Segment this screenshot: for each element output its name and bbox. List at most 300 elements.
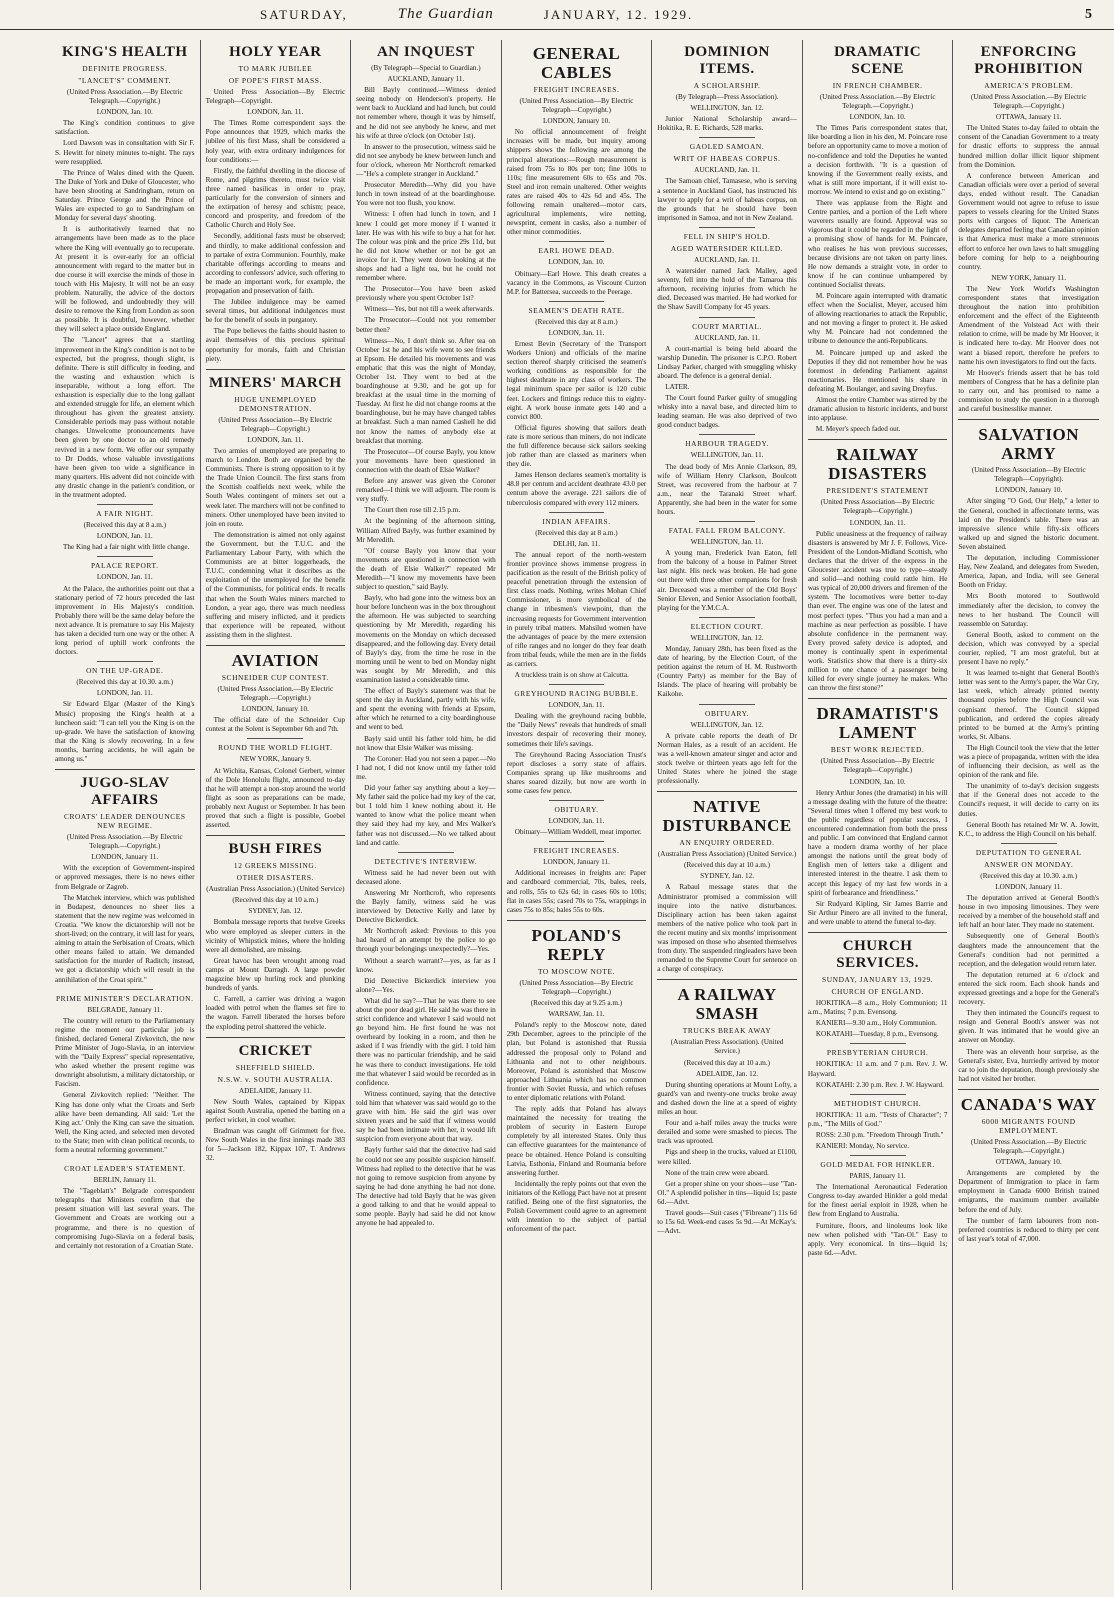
article <box>206 738 346 830</box>
article-paragraph: The annual report of the north-western frontier province shows immense progress in pacification as the result of the British policy of peaceful penetration through the extension of first class roads. Nothing, writes Mohan Chief Commissioner, is more symbolical of the change in tribesmen's viewpoint, than the increasing requests for Government intervention in purely tribal matters. Mahsilud women have the advantages of peace by the mere extension of rifle ranges and no longer do they fear death from tribal feuds, while the men are in the fields as carriers. <box>506 550 647 668</box>
article-subheading: FREIGHT INCREASES. <box>533 846 620 856</box>
page-number: 5 <box>1085 6 1094 22</box>
article <box>507 512 647 681</box>
article-subheading: FREIGHT INCREASES. <box>533 85 620 94</box>
article-paragraph: LONDON, Jan. 11. <box>247 108 304 117</box>
article-paragraph: Did Detective Bickerdick interview you alone?—Yes. <box>356 976 496 994</box>
article-paragraph: Bayly said until his father told him, he did not know that Elsie Walker was missing. <box>356 734 496 752</box>
article <box>657 317 797 431</box>
article-paragraph: HOKITIKA—8 a.m., Holy Communion; 11 a.m., Matins; 7 p.m. Evensong. <box>807 999 948 1017</box>
article-headline: A RAILWAY SMASH <box>677 985 777 1024</box>
article-paragraph: LONDON, Jan. 10. <box>849 113 906 122</box>
section-rule <box>549 301 605 302</box>
article-paragraph: Travel goods—Suit cases ("Fibreane") 11s 6d to 15s 6d. Week-end cases 5s 9d.—At McKay's.—Advt. <box>657 1208 797 1236</box>
article <box>808 698 948 927</box>
article-paragraph: Bayly, who had gone into the witness box an hour before luncheon was in the box throughout the afternoon. He was subjected to searching questioning by Mr Meredith, regarding his movements on the Monday on which deceased disappeared, and the following day. Every detail of Bayly's day, from the time he rose in the morning until he went to bed on Monday night was sought by Mr Meredith, and this examination lasted a considerable time. <box>356 594 496 684</box>
article-paragraph: None of the train crew were aboard. <box>665 1168 769 1177</box>
article-paragraph: Almost the entire Chamber was stirred by the dramatic allusion to historic incidents, and burst into applause. <box>807 396 948 423</box>
article-paragraph: Dealing with the greyhound racing bubble, the "Daily News" reveals that hundreds of small investors despair of recovering their money, sometimes their life's savings. <box>506 712 647 748</box>
article-separator <box>206 645 346 646</box>
article-paragraph: Without a search warrant?—yes, as far as I know. <box>356 956 496 974</box>
article-headline: HOLY YEAR <box>229 44 322 60</box>
article-paragraph: WELLINGTON, Jan. 11. <box>690 538 764 547</box>
article-paragraph: (Received this day at 10 a.m.) <box>684 1058 771 1067</box>
news-column <box>803 40 954 1590</box>
article-paragraph: Before any answer was given the Coroner remarked—I think we will adjourn. The room is very stuffy. <box>356 477 496 504</box>
article-paragraph: In answer to the prosecution, witness said he did not see anybody he knew between lunch and four o'clock, whereon Mr Northcroft remarked—"He's a complete stranger in Auckland." <box>356 142 496 179</box>
article-paragraph: KANIERI: Monday, No service. <box>815 1141 909 1150</box>
article-subheading: A SCHOLARSHIP. <box>693 81 761 90</box>
masthead-center <box>260 6 693 23</box>
section-rule <box>97 504 153 505</box>
article-paragraph: (Australian Press Association) (United Service.) <box>657 850 797 859</box>
article-subheading: GREYHOUND RACING BUBBLE. <box>514 689 639 699</box>
article-paragraph: (Australian Press Association). (United Service.) <box>670 1038 784 1056</box>
article-subheading: PRIME MINISTER'S DECLARATION. <box>55 993 194 1003</box>
article-paragraph: LONDON, January 11. <box>91 853 159 862</box>
article-paragraph: (Received this day at 10 a.m.) <box>232 896 319 905</box>
article-paragraph: PARIS, January 11. <box>849 1172 906 1181</box>
article-paragraph: Witness—Yes, but not till a week afterwards. <box>364 305 495 314</box>
article-paragraph: (United Press Association—By Electric Telegraph—Copyright.) <box>519 97 634 115</box>
article-paragraph: It is authoritatively learned that no arrangements have been made as to the place where the King will eventually go to recuperate. At present it is over-early for an official announcement with regard to the matter but in due course it will exercise the minds of those in touch with His Majesty. It will not be an easy problem. Naturally, the advice of the doctors will be followed, and undoubtedly they will desire to remove the King from London as soon as possible. It is doubtful, however, whether they will select a place outside England. <box>55 225 195 334</box>
article-paragraph: (United Press Association—By Electric Telegraph—Copyright.) <box>519 978 634 996</box>
section-rule <box>398 852 454 853</box>
article-paragraph: Pigs and sheep in the trucks, valued at £1100, were killed. <box>657 1148 797 1166</box>
article-paragraph: Secondly, additional fasts must be observed; and thirdly, to make additional confession and to partake of extra Communion. Fourthly, make charitable offerings according to means and according to confessors' advice, such offering to be made an important work, for example, the propagation and preservation of faith. <box>205 232 346 295</box>
article-separator <box>206 369 346 370</box>
article-paragraph: Incidentally the reply points out that even the initiators of the Kellogg Pact have not at present ratified. Being one of the first signatories, the Polish Government could agree to an agreement with intention to the subject of partial enforcement of the pact. <box>506 1179 647 1234</box>
article-headline: DRAMATIST'S LAMENT <box>816 704 939 743</box>
article-subheading: ELECTION COURT. <box>690 621 764 631</box>
article-paragraph: The High Council took the view that the letter was a piece of propaganda, written with the idea of influencing their decision, as well as the opinion of the rank and file. <box>958 743 1099 780</box>
article-paragraph: The Jubilee indulgence may be earned several times, but additional indulgences must be for the benefit of souls in purgatory. <box>205 298 346 325</box>
article-separator <box>55 769 195 770</box>
section-rule <box>549 841 605 842</box>
section-rule <box>699 434 755 435</box>
article-subheading: DEPUTATION TO GENERAL <box>975 847 1082 857</box>
article-subheading: TO MARK JUBILEE <box>238 64 313 73</box>
article-paragraph: Prosecutor Meredith—Why did you have lunch in town instead of at the boardinghouse. You were not too flush, you know. <box>356 181 496 208</box>
article-paragraph: The "Lancet" agrees that a startling improvement in the King's condition is not to be expected, but the progress, though slight, is definite. There is still difficulty in feeding, and the wasting and exhaustion which is inseparable, without a long effort. The exhaustion is especially due to the long gallant and extended struggle for life, an element which throughout has given the greatest anxiety. Considerable periods may pass without notable changes. Unwelcome pronouncements have been given by one doctor to an old remedy revived in a new form. We offer our sympathy to Dr Dodds, whose valuable investigations have been given too wide a significance in many quarters. His advent did not coincide with any drastic change in the patient's condition, or in the treatment adopted. <box>55 336 195 500</box>
article-paragraph: With the exception of Government-inspired or approved messages, there is no news either from Belgrade or Zagreb. <box>55 864 195 891</box>
article-paragraph: Ernest Bevin (Secretary of the Transport Workers Union) and officials of the marine section thereof sharply criticised the seamen's working conditions as responsible for the highest deathrate in any class of workers. The legal minimum space per sailor is 120 cubic feet. Lockers and fittings reduce this to eighty-eight. A work house inmate gets 140 and a convict 800. <box>506 339 647 421</box>
article-paragraph: The dead body of Mrs Annie Clarkson, 89, wife of William Henry Clarkson, Boulcott Street, was recovered from the harbour at 7 a.m., near the Taranaki Street wharf. Apparently, she had been in the water for some hours. <box>657 462 797 516</box>
article <box>507 301 647 508</box>
article-subheading: ANSWER ON MONDAY. <box>984 859 1074 869</box>
article-headline: MINERS' MARCH <box>208 374 342 391</box>
article-paragraph: LONDON, Jan. 11. <box>96 573 153 582</box>
article-paragraph: Henry Arthur Jones (the dramatist) in his will a message dealing with the future of the theatre: "Several times when I offered my best work to the public regardless of popular success, I encountered condemnation from both the press and public. I am convinced that England cannot have a modern drama worthy of her place amongst the nations until the great body of English men of letters take a diligent and interested interest in the theatre. I ask them to accept this legacy of my last few words in a spirit of forbearance and friendliness." <box>807 788 948 897</box>
article-paragraph: Bombala message reports that twelve Greeks who were employed as sleeper cutters in the vicinity of Whipstick mines, where the holding were all demolished, are missing. <box>205 918 346 954</box>
article-paragraph: Witness—No, I don't think so. After tea on October 1st he and his wife went to see friends at Epsom. He detailed his movements and was emphatic that this was the night of Monday, October 1st. They went to bed at the boardinghouse at 9.30, and he got up for breakfast at the usual time in the morning of Tuesday. At first he did not change rooms at the boardinghouse, but he may have changed tables at breakfast. Such a man named Cashell he did not know the names of anybody else at breakfast that morning. <box>356 336 496 445</box>
article-paragraph: LONDON, Jan. 11. <box>96 532 153 541</box>
section-rule <box>549 684 605 685</box>
article-subheading: TO MOSCOW NOTE. <box>537 966 616 976</box>
article-paragraph: The King had a fair night with little change. <box>63 543 190 552</box>
article-paragraph: AUCKLAND, Jan. 11. <box>694 333 760 342</box>
article-paragraph: There was applause from the Right and Centre parties, and a portion of the Left where waverers usually are found. Approval was so vigorous that it could be regarded in the light of a promising show of hands for M. Poincare, who realises he has won previous successes, because divisions are not taken on party lines. He now demands a straight vote, in order to know if he can continue unhampered by continued Socialist threats. <box>807 199 948 289</box>
article-paragraph: NEW YORK, January 9. <box>239 755 311 764</box>
article-paragraph: At the beginning of the afternoon sitting, William Alfred Bayly, was further examined by Mr Meredith. <box>356 517 496 544</box>
article <box>507 800 647 837</box>
article-paragraph: M. Meyer's speech faded out. <box>815 425 901 434</box>
article-paragraph: WELLINGTON, Jan. 11. <box>690 451 764 460</box>
article-paragraph: Public uneasiness at the frequency of railway disasters is answered by Mr J. F. Follows, Vice-President of the London-Midland Scottish, who declares that the driver of the express in the Gloucester accident was true to type—steady and solid—and nothing could rattle him. He was typical of 20,000 drivers and firemen of the system. The locomotives were better to-day than ever. The engine was one of the latest and most perfect types. "Thus you had a man and a machine as near perfection as possible. I have absolute confidence in the permanent way. Every proved safety device is adopted, and money is continually spent in experimental work. Statistics show that there is a thirty-six million to one chance of a passenger being killed for every single journey he makes. Who can throw the first stone?" <box>807 529 948 693</box>
article <box>657 791 797 974</box>
article-subheading: 6000 MIGRANTS FOUND EMPLOYMENT. <box>981 1116 1076 1135</box>
article-subheading: FATAL FALL FROM BALCONY. <box>668 526 786 536</box>
article-paragraph: (United Press Association—By Electric Telegraph—Copyright). <box>971 466 1086 484</box>
article-paragraph: A Rabaul message states that the Administrator promised a commission will inquire into the native disturbances. Disciplinary action has been taken against members of the native police who took part in the recent mutiny and six months' imprisonment was imposed on those who absented themselves from duty. The suspended ringleaders have been remanded to the Supreme Court for sentence on a charge of conspiracy. <box>657 883 797 974</box>
article <box>55 989 195 1156</box>
article-paragraph: (United Press Association—By Electric Telegraph—Copyright.) <box>218 415 333 433</box>
article-paragraph: The Pope believes the faiths should hasten to avail themselves of this precious spiritual opportunity for morals, faith and Christian piety. <box>205 327 346 363</box>
article-subheading: OTHER DISASTERS. <box>236 873 315 883</box>
article-paragraph: The deputation returned at 6 o'clock and entered the sick room. Each shook hands and expressed greetings and a hope for the General's recovery. <box>958 970 1099 1007</box>
article-subheading: DEFINITE PROGRESS. <box>82 64 168 73</box>
article-paragraph: During shunting operations at Mount Lofty, a guard's van and twenty-one trucks broke away and dashed down the line at a speed of eighty miles an hour. <box>657 1080 797 1117</box>
article-paragraph: Obituary—William Weddell, meat importer. <box>514 828 642 837</box>
article-subheading: FELL IN SHIP'S HOLD. <box>683 231 771 241</box>
masthead-paper-title: The Guardian <box>397 6 494 22</box>
article-paragraph: The Court found Parker guilty of smuggling whisky into a naval base, and directed him to leading seaman. He was also deprived of two good conduct badges. <box>657 394 797 430</box>
article-paragraph: (Received this day at 8 a.m.) <box>535 528 618 537</box>
article-paragraph: The "Tageblatt's" Belgrade correspondent telegraphs that Ministers confirm that the present situation will last several years. The Government and Croats are working out a programme, and there is no question of compromising Jugo-Slavia on a federal basis, and certainly not restoration of a Croatian State. <box>55 1187 195 1250</box>
section-rule <box>97 556 153 557</box>
article <box>657 979 797 1236</box>
article-headline: CANADA'S WAY <box>960 1094 1097 1114</box>
article-paragraph: The Prince of Wales dined with the Queen. The Duke of York and Duke of Gloucester, who have been shooting at Sandringham, return on Saturday. Prince George and the Prince of Wales are expected to go to Sandringham on Monday for several days' shooting. <box>55 168 195 223</box>
article-paragraph: The deputation arrived at General Booth's house in two imposing limousines. They were received by a member of the household staff and left half an hour later. They made no statement. <box>958 894 1099 930</box>
article-paragraph: (United Press Association.—By Electric Telegraph.—Copyright.) <box>970 93 1087 111</box>
article-paragraph: General Zivkovitch replied: "Neither. The King has done only what the Croats and Serb alike have been demanding. All said: 'Let the King act.' Only the King can save the situation. Well, the King acted, and selected men devoted to the State; men with clean political records, to form a neutral reforming government." <box>55 1091 195 1154</box>
article-paragraph: Additional increases in freights are: Paper and cardboard commercial, 70s, bales, reels, and rolls, 55s to 62s 6d; in cases 60s to 100s; flat in cases 55s; cased 70s to 75s, wrappings in cases 75s to 85s; bales 55s to 60s. <box>506 869 647 914</box>
article-subheading: A FAIR NIGHT. <box>96 509 154 519</box>
masthead-day: SATURDAY, <box>260 6 348 22</box>
article-subheading: EARL HOWE DEAD. <box>538 246 615 256</box>
section-rule <box>549 800 605 801</box>
article-paragraph: The Times Rome correspondent says the Pope announces that 1929, which marks the jubilee of his first Mass, shall be considered a holy year, with extra ordinary indulgences for four conditions:— <box>205 119 346 164</box>
article-paragraph: The reply adds that Poland has always maintained the necessity for treating the problem of security in Eastern Europe completely by all interested States. Only thus can effective guarantees for the maintenance of peace be obtained. Hence Poland is consulting Latvia, Esthonia, Finland and Roumania before answering further. <box>506 1105 647 1177</box>
article-paragraph: LONDON, Jan. 11. <box>548 328 605 337</box>
section-rule <box>247 738 303 739</box>
article-paragraph: KOKATAHI—Tuesday, 8 p.m., Evensong. <box>815 1030 939 1039</box>
article-paragraph: No official announcement of freight increases will be made, but inquiry among shippers shows the following are among the principal alterations:—Rough measurement is raised from 75s to 80s per ton; fine 100s to 110s; fine measurement 60s to 65s and 70s. Steel and iron remain unaltered. Other weights rates are raised 40s to 42s 6d and 45s. The following remain unaltered—motor cars, agricultural implements, wire netting, newsprint, cement in casks, also a number of other minor commodities. <box>506 128 647 237</box>
article-paragraph: LONDON, January 10. <box>995 486 1063 495</box>
article-subheading: OBITUARY. <box>554 805 599 815</box>
article <box>206 835 346 1031</box>
section-rule <box>699 521 755 522</box>
article <box>657 227 797 313</box>
article-headline: DOMINION ITEMS. <box>684 44 770 77</box>
article-paragraph: The country will return to the Parliamentary regime the moment our particular job is finished, declared General Zivkovitch, the new Prime Minister of Jugo-Slavia, in an interview with the "Daily Express" special representative, who asked whether the present regime was downright absolutism, a military dictatorship, or Fascism. <box>55 1016 195 1089</box>
article-paragraph: LATER. <box>665 382 690 391</box>
article <box>55 556 195 657</box>
article-paragraph: The number of farm labourers from non-preferred countries is reduced to thirty per cent of last year's total of 47,000. <box>958 1216 1099 1243</box>
article <box>958 1089 1099 1244</box>
article-paragraph: Two armies of unemployed are preparing to march to London. Both are organised by the Communists. There is strong opposition to it by the Trade Union Council. The first starts from the Scottish coalfields next week, while the South Wales contingent of miners set out a week later. The marchers will not be confined to miners. Other unemployed have been invited to join en route. <box>205 447 346 528</box>
article-paragraph: The Samoan chief, Tamasese, who is serving a sentence in Auckland Gaol, has instructed his lawyer to apply for a writ of habeas corpus, on the grounds that he should have been imprisoned in Samoa, and not in New Zealand. <box>657 177 797 222</box>
article-subheading: AMERICA'S PROBLEM. <box>984 81 1074 90</box>
article-headline: POLAND'S REPLY <box>531 925 622 964</box>
section-rule <box>699 317 755 318</box>
article <box>55 661 195 764</box>
article-paragraph: The Court then rose till 2.15 p.m. <box>364 506 461 515</box>
article-headline: SALVATION ARMY <box>978 425 1079 464</box>
article-subheading: GAOLED SAMOAN. <box>689 142 765 152</box>
article <box>356 44 496 848</box>
article-paragraph: Arrangements are completed by the Department of Immigration to place in farm employment in Canada 6000 British trained emigrants, the maximum number available before the end of July. <box>958 1169 1099 1214</box>
article-paragraph: WELLINGTON, Jan. 12. <box>690 104 764 113</box>
article-paragraph: Poland's reply to the Moscow note, dated 29th December, agrees to the principle of the plan, but Poland is astonished that Russia addressed the proposal only to Poland and Lithuania and not to other neighbours. Moreover, Poland is astonished that Moscow approached Lithuania which has no common frontier with Soviet Russia, and which refuses to enter diplomatic relations with Poland. <box>506 1021 647 1102</box>
article-paragraph: (United Press Association.—By Electric Telegraph.—Copyright.) <box>66 88 183 106</box>
article-headline: NATIVE DISTURBANCE <box>662 797 792 836</box>
article-subheading: CROAT LEADER'S STATEMENT. <box>64 1164 186 1174</box>
article-paragraph: Official figures showing that sailors death rate is more serious than miners, do not indicate the full difference because sick sailors seeking job rather than are classed as mariners when they die. <box>506 423 647 469</box>
article-paragraph: LONDON, Jan. 11. <box>96 689 153 698</box>
article-paragraph: AUCKLAND, Jan. 11. <box>694 255 760 264</box>
article-paragraph: Subsequently one of General Booth's daughters made the announcement that the General's condition had not permitted a reception, and the delegation would return later. <box>958 932 1099 968</box>
news-column <box>502 40 653 1590</box>
article-paragraph: WELLINGTON, Jan. 12. <box>690 633 764 642</box>
news-column <box>351 40 502 1590</box>
article-subheading: INDIAN AFFAIRS. <box>542 516 611 526</box>
article-separator <box>808 439 948 440</box>
article-paragraph: The Prosecutor—Could not you remember better then? <box>356 316 496 334</box>
article-paragraph: Lord Dawson was in consultation with Sir F. S. Hewitt for ninety minutes to-night. The rays were resupplied. <box>55 139 195 166</box>
article-paragraph: Mrs Booth motored to Southwold immediately after the decision, to convey the news to her husband. The Council will reassemble on Saturday. <box>958 592 1099 628</box>
article-paragraph: Did your father say anything about a key—My father said the police had my key of the car, but I told him I knew nothing about it. He wanted to know what the police meant when they said they had my key, and Mrs Walker's father was not discussed.—No we talked about land and cattle. <box>356 784 496 847</box>
section-rule <box>699 137 755 138</box>
section-rule <box>699 617 755 618</box>
article-paragraph: SYDNEY, Jan. 12. <box>248 907 303 916</box>
article-paragraph: ADELAIDE, January 11. <box>238 1086 312 1095</box>
article-headline: CHURCH SERVICES. <box>836 938 920 972</box>
article <box>657 434 797 517</box>
masthead-date: JANUARY, 12. 1929. <box>543 6 694 22</box>
article-paragraph: A court-martial is being held aboard the warship Dunedin. The prisoner is C.P.O. Robert Lindsay Parker, charged with smuggling whisky aboard. The defence is a general denial. <box>657 344 797 380</box>
article-paragraph: (Received this day at 10.30. a.m.) <box>76 678 174 687</box>
article-subheading: IN FRENCH CHAMBER. <box>832 81 923 90</box>
article-paragraph: General Booth has retained Mr W. A. Jowitt, K.C., to address the High Council on his behalf. <box>958 820 1099 838</box>
article-paragraph: New South Wales, captained by Kippax against South Australia, opened the batting on a perfect wicket, in cool weather. <box>205 1097 346 1124</box>
article-paragraph: LONDON, Jan. 10. <box>849 777 906 786</box>
article-subheading: HUGE UNEMPLOYED DEMONSTRATION. <box>234 394 317 413</box>
article <box>507 684 647 796</box>
article <box>958 843 1099 1084</box>
article-subheading: AGED WATERSIDER KILLED. <box>670 243 784 253</box>
article-paragraph: AUCKLAND, January 11. <box>387 75 465 84</box>
section-rule <box>97 989 153 990</box>
article-paragraph: General Booth, asked to comment on the decision, which was conveyed by a special courier, replied, "I am most grateful, but at present I have no reply." <box>958 630 1099 667</box>
article-paragraph: Sir Edward Elgar (Master of the King's Music) proposing the King's health at a luncheon said: "I can tell you the King is on the up-grade. We have the satisfaction of knowing that the King is slowly recovering. In a few months, barring accidents, he will again be among us." <box>55 700 195 763</box>
masthead <box>0 0 1114 30</box>
article <box>808 1155 948 1258</box>
article-paragraph: (United Press Association.—By Electric Telegraph.—Copyright.) <box>970 1137 1087 1155</box>
article-subheading: COURT MARTIAL. <box>692 321 762 331</box>
article-headline: DRAMATIC SCENE <box>834 44 922 77</box>
section-rule <box>850 1043 906 1044</box>
article-paragraph: Bayly further said that the detective had said he could not see any possible suspicion himself. Witness had replied to the detective that he was not going to remove suspicion from anyone by saying he had done anything he had not done. The detective had told Bayly that he was given a good talking to and that he would appeal to some people. Bayly had said he did not know anyone he had appealed to. <box>356 1146 496 1228</box>
article <box>958 44 1099 414</box>
article-subheading: CROATS' LEADER DENOUNCES NEW REGIME. <box>63 812 186 831</box>
section-rule <box>699 227 755 228</box>
article-paragraph: The Matchek interview, which was published in Budapest, denounces no sheer lies a statement that the new regime was welcomed in Croatia. "We know the dictatorship will not be short-lived; on the contrary, it will last for years, aiming to attain the Serbisation of Croats, which other means failed to attain. We demanded satisfaction for the murder of Raditch; instead, we got a dictatorship which will result in the annihilation of the Croat spirit." <box>55 893 195 984</box>
article-paragraph: Mr Northcroft asked: Previous to this you had heard of an attempt by the police to go through your belongings unexpectedly?—Yes. <box>356 927 496 954</box>
article-separator <box>808 698 948 699</box>
article-paragraph: Bill Bayly continued.—Witness denied seeing nobody on Henderson's property. He went back to Auckland and had lunch, but could not remember where, though it was by himself, and he did not see anybody he knew, and met his wife at three o'clock (on October 1st). <box>356 86 496 140</box>
article-separator <box>206 1037 346 1038</box>
article-headline: KING'S HEALTH <box>61 44 188 60</box>
article <box>507 841 647 915</box>
article <box>356 852 496 1229</box>
article <box>808 1094 948 1151</box>
section-rule <box>549 241 605 242</box>
article-paragraph: (United Press Association.—By Electric Telegraph.—Copyright.) <box>819 93 936 111</box>
article-paragraph: Firstly, the faithful dwelling in the diocese of Rome, and pilgrims thereto, must twice visit three named basilicas in order to pray, particularly for the conversion of sinners and the extirpation of heresy and schism; peace, concord and prosperity, and freedom of the Catholic Church and Holy See. <box>205 166 346 230</box>
article-paragraph: After singing "O God, Our Help," a letter to the General, couched in affectionate terms, was laid on the President's table. There was an impressive silence while fifty-six officers walked up and signed the historic document. Seven abstained. <box>958 497 1099 551</box>
article <box>657 137 797 223</box>
article-headline: BUSH FIRES <box>228 841 323 858</box>
article-paragraph: KOKATAHI: 2.30 p.m. Rev. J. W. Hayward. <box>815 1080 944 1089</box>
section-rule <box>549 512 605 513</box>
article-paragraph: ADELAIDE, Jan. 12. <box>696 1069 759 1078</box>
section-rule <box>699 704 755 705</box>
article-paragraph: (Received this day at 10.30. a.m.) <box>980 871 1078 880</box>
article-paragraph: Four and a-half miles away the trucks were derailed and some were smashed to pieces. The track was uprooted. <box>657 1119 797 1146</box>
article-paragraph: LONDON, January 11. <box>995 882 1063 891</box>
article-headline: AVIATION <box>231 650 320 670</box>
article-paragraph: Get a proper shine on your shoes—use "Tan-Ol." A splendid polisher in tins—liquid 1s; paste 6d.—Advt. <box>657 1179 797 1206</box>
article-paragraph: A young man, Frederick Ivan Eaton, fell from the balcony of a house in Palmer Street last night. His neck was broken. He had gone out there with three other companions for fresh air. Deceased was a member of the Old Boys' Senior Eleven, and Senior Association football, playing for the Y.M.C.A. <box>657 549 797 612</box>
article-headline: AN INQUEST <box>376 44 475 60</box>
article-paragraph: (United Press Association.—By Electric Telegraph.—Copyright.) <box>217 684 334 703</box>
article-subheading: "LANCET'S" COMMENT. <box>78 76 172 85</box>
article <box>808 44 948 434</box>
article <box>55 44 195 500</box>
article-paragraph: AUCKLAND, Jan. 11. <box>694 166 760 175</box>
article-paragraph: They then intimated the Council's request to resign and General Booth's answer was not given. It was intimated that he would give an answer on Monday. <box>958 1009 1099 1045</box>
article-paragraph: The Times Paris correspondent states that, like boarding a lion in his den, M. Poincare rose before an opportunity came to move a motion of no-confidence and told the Deputies he wanted a decision forthwith. "It is a question of knowing if the Government really exists, and what is still more important, if it will exist to-morrow. We intend to exist and go on existing." <box>807 124 948 196</box>
article-subheading: SHEFFIELD SHIELD. <box>235 1062 315 1072</box>
article-paragraph: At Wichita, Kansas, Colonel Gerbert, winner of the Dole Honolulu flight, announced to-day that he will attempt a non-stop around the world flight as soon as preparations can be made, probably next August or September. It has been proved that such a flight is possible, Goebel asserted. <box>205 766 346 830</box>
article-paragraph: It was learned to-night that General Booth's letter was sent to the Army's paper, the War Cry, last week, which already printed twenty thousand copies before the High Council was cognisant thereof. The Council skipped publication, and ordered the copies already printed to be burned at the Army's printing works, St. Albans. <box>958 669 1099 741</box>
article-paragraph: (Australian Press Association.) (United Service) <box>206 885 345 894</box>
article-paragraph: LONDON, Jan. 11. <box>548 817 605 826</box>
article-subheading: N.S.W. v. SOUTH AUSTRALIA. <box>217 1074 334 1084</box>
article-paragraph: The Coroner: Had you not seen a paper.—No I had not, I did not know until my father told me. <box>356 754 496 781</box>
article <box>808 439 948 693</box>
article-paragraph: WELLINGTON, Jan. 12. <box>690 720 764 729</box>
article-subheading: OF POPE'S FIRST MASS. <box>228 76 322 85</box>
article-paragraph: Furniture, floors, and linoleums look like new when polished with "Tan-Ol." Easy to apply. Very economical. In tins—liquid 1s; paste 6d.—Advt. <box>807 1221 948 1257</box>
article-headline: RAILWAY DISASTERS <box>828 445 928 484</box>
article-paragraph: The Prosecutor—You have been asked previously where you spent October 1st? <box>356 285 496 303</box>
news-column <box>50 40 201 1590</box>
article <box>657 521 797 613</box>
article-subheading: DETECTIVE'S INTERVIEW. <box>374 856 478 866</box>
article-paragraph: A private cable reports the death of Dr Norman Hales, as a result of an accident. He was a well-known amateur singer and actor and stock twelve or thirteen years ago left for the United States where he joined the stage professionally. <box>657 731 797 786</box>
article-headline: ENFORCING PROHIBITION <box>974 44 1084 77</box>
article-separator <box>657 791 797 792</box>
article-paragraph: LONDON, January 10. <box>542 117 611 126</box>
article <box>206 645 346 734</box>
article-paragraph: A truckless train is on show at Calcutta. <box>514 671 629 680</box>
article-paragraph: Witness continued, saying that the detective told him that whatever was said would go to the grave with him. He said the girl was over sixteen years and he said that if witness would say he had been intimate with her, it would lift suspicion from everyone about that way. <box>356 1089 496 1144</box>
article-paragraph: NEW YORK, January 11. <box>991 273 1066 282</box>
article <box>657 44 797 133</box>
article-paragraph: SYDNEY, Jan. 12. <box>700 872 755 881</box>
article-subheading: BEST WORK REJECTED. <box>830 745 925 755</box>
article-paragraph: Mr Hoover's friends assert that he has told members of Congress that he has a definite plan to carry out, and has promised to name a commission to study the question in a thorough and careful businesslike manner. <box>958 368 1099 414</box>
news-column <box>201 40 352 1590</box>
article <box>958 419 1099 839</box>
article-paragraph: LONDON, Jan. 11. <box>247 435 304 444</box>
article <box>55 1159 195 1251</box>
section-rule <box>1001 843 1057 844</box>
article-paragraph: LONDON, January 10. <box>241 705 309 714</box>
article-paragraph: ROSS: 2.30 p.m. "Freedom Through Truth." <box>815 1130 944 1139</box>
article-subheading: GOLD MEDAL FOR HINKLER. <box>820 1160 935 1170</box>
article-paragraph: A conference between American and Canadian officials were over a period of several days, ended without result. The Canadian Government would not agree to refuse to issue papers to vessels clearing for the United States ports with cargoes of liquor. The American delegates departed feeling that Canadian opinion is that America must make a more strenuous effort to enforce her own laws to halt smuggling before coming for help to a neighbouring country. <box>958 171 1099 271</box>
article-separator <box>808 932 948 933</box>
article-subheading: SUNDAY, JANUARY 13, 1929. <box>822 975 934 985</box>
article-paragraph: Answering Mr Northcroft, who represents the Bayly family, witness said he was interviewed by Detective Kelly and later by Detective Bickerdick. <box>356 888 496 925</box>
article-paragraph: The demonstration is aimed not only against the Government, but the T.U.C. and the Parliamentary Labour Party, with which the Communists are at bitter loggerheads, the T.U.C. condemning what it describes as the exploitation of the unemployed for the benefit of the Communists, for political ends. It recalls that when the South Wales miners marched to London, a year ago, there was much needless suffering and misery inflicted, and it predicts that experience will be repeated, without assisting them in the slightest. <box>205 530 346 639</box>
article-paragraph: What did he say?—That he was there to see about the poor dead girl. He said he was there in strict confidence and whatever I said would not go beyond him. He first found he was not overheard by looking in a room, and then he asked if I was friendly with the girl. I told him there was no particular friendship, and he said he was there to conduct investigations. He told me that whatever I said would be recorded as in confidence. <box>356 996 496 1087</box>
article-subheading: ROUND THE WORLD FLIGHT. <box>218 743 333 753</box>
article <box>657 617 797 700</box>
article-paragraph: Sir Rudyard Kipling, Sir James Barrie and Sir Arthur Pinero are all invited to the funeral, and were unable to attend the funeral to-day. <box>807 899 948 926</box>
newspaper-columns <box>50 40 1104 1590</box>
article-paragraph: The United States to-day failed to obtain the consent of the Canadian Government to a treaty for drastic efforts to suppress the annual hundred million dollar illicit liquor shipment from the Dominion. <box>958 124 1099 169</box>
article-paragraph: KANIERI—9.30 a.m., Holy Communion. <box>815 1019 937 1028</box>
article-paragraph: At the Palace, the authorities point out that a stationary period of 72 hours preceded the last improvement in His Majesty's condition. Probably there will be the same delay before the next advance. It is premature to say His Majesty has taken a decided turn one way or the other. A long period of uphill work confronts the doctors. <box>55 584 195 657</box>
article <box>507 44 647 237</box>
article <box>507 920 647 1235</box>
article-paragraph: Obituary—Earl Howe. This death creates a vacancy in the Commons, as Viscount Curzon M.P. for Battersea, succeeds to the Peerage. <box>506 269 647 296</box>
article-paragraph: (Received this day at 10 a.m.) <box>684 861 771 870</box>
article-paragraph: The Prosecutor—Of course Bayly, you know your movements have been questioned in connection with the death of Elsie Walker? <box>356 447 496 474</box>
article-paragraph: DELHI, Jan. 11. <box>552 539 601 548</box>
article-separator <box>206 835 346 836</box>
article-separator <box>958 1089 1099 1090</box>
article-paragraph: BERLIN, January 11. <box>93 1176 156 1185</box>
article-paragraph: HOKITIKA: 11 a.m. and 7 p.m. Rev. J. W. Hayward. <box>807 1060 948 1078</box>
article-paragraph: Great havoc has been wrought among road camps at Mount Darragh. A large powder magazine blew up hurling rock and plunking hundreds of yards. <box>205 956 346 993</box>
article-paragraph: C. Farrell, a carrier was driving a wagon loaded with petrol when the flames set fire to the wagon. Farrell liberated the horses before the exploding petrol shattered the vehicle. <box>205 995 346 1031</box>
article-paragraph: Junior National Scholarship award—Hokitika, R. E. Richards, 528 marks. <box>657 115 797 133</box>
article <box>206 1037 346 1164</box>
article-subheading: WRIT OF HABEAS CORPUS. <box>673 154 781 164</box>
article-paragraph: Witness said he had never been out with deceased alone. <box>356 868 496 886</box>
article-paragraph: James Henson declares seamen's mortality is 48.8 per centum and accident deathrate 43.0 per centum above the average. 221 sailors die of tuberculosis compared with every 112 miners. <box>506 471 647 507</box>
article-subheading: HARBOUR TRAGEDY. <box>685 439 769 449</box>
article-paragraph: HOKITIKA: 11 a.m. "Tests of Character"; 7 p.m., "The Mills of God." <box>807 1110 948 1128</box>
article-subheading: PALACE REPORT. <box>91 561 159 571</box>
article-separator <box>958 419 1099 420</box>
article-subheading: OBITUARY. <box>705 708 750 718</box>
article-paragraph: LONDON, Jan. 11. <box>849 518 906 527</box>
article-subheading: METHODIST CHURCH. <box>834 1098 922 1108</box>
article-paragraph: LONDON, Jan. 10. <box>548 258 605 267</box>
article-paragraph: A watersider named Jack Malley, aged seventy, fell into the hold of the Tamaroa this afternoon, receiving injuries from which he died. Deceased was married. He had worked for the Shaw Savill Company for 45 years. <box>657 267 797 312</box>
article-paragraph: United Press Association—By Electric Telegraph—Copyright. <box>205 88 346 106</box>
article-paragraph: (By Telegraph—Press Association). <box>675 93 779 101</box>
article-paragraph: LONDON, Jan. 10. <box>96 108 153 117</box>
article-paragraph: Bradman was caught off Grimmett for five. New South Wales in the first innings made 383 for 5—Jackson 182, Kippax 107, T. Andrews 32. <box>205 1126 346 1163</box>
